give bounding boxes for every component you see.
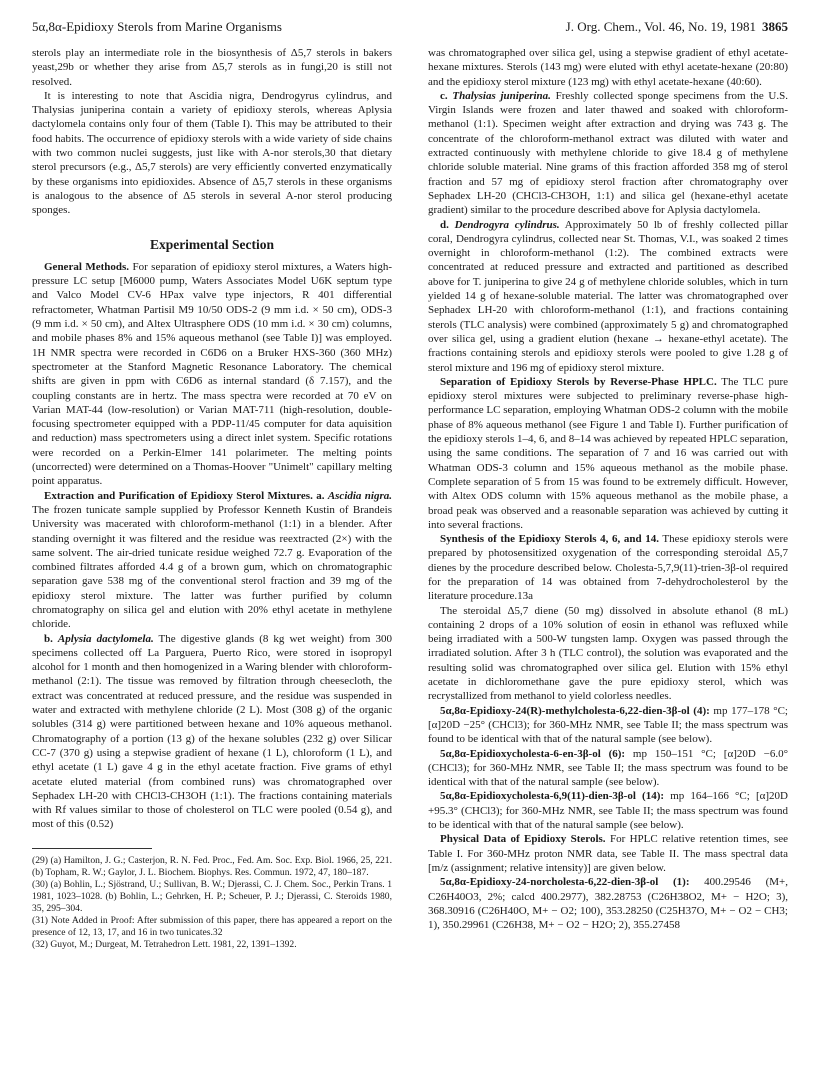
running-header xyxy=(32,18,788,36)
paragraph-text: For HPLC relative retention times, see Table I. For 360-MHz proton NMR data, see Table II. The mass spectral data [m/z (assignment; relative intensity)] are given below. xyxy=(428,833,788,874)
paragraph: sterols play an intermediate role in the biosynthesis of Δ5,7 sterols in bakers yeast,29b or whether they arise from Δ5,7 sterols as in fungi,20 is still not resolved. xyxy=(32,47,392,88)
item-label: c. xyxy=(440,89,453,102)
compound-entry-1 xyxy=(428,875,788,932)
footnote: (31) Note Added in Proof: After submission of this paper, there has appeared a report on the presence of 12, 13, 17, and 16 in two tunicates.32 xyxy=(32,914,392,938)
footnote-rule xyxy=(32,848,152,849)
journal-citation xyxy=(566,18,788,36)
journal-name: J. Org. Chem., Vol. 46, No. 19, 1981 xyxy=(565,19,756,34)
compound-name: 5α,8α-Epidioxy-24(R)-methylcholesta-6,22-dien-3β-ol (4): xyxy=(440,704,710,717)
item-label: b. xyxy=(44,632,58,645)
paragraph-text: The TLC pure epidioxy sterol mixtures were subjected to preliminary reverse-phase high-performance LC separation, employing Whatman ODS-2 column with the mobile phase of 8% aqueous methanol (see Figure 1 and Table I). Further purification of the epidioxy sterols 1–4, 6, and 8–14 was achieved by repeated HPLC separation, using the same conditions. The separation of 7 and 16 was carried out with Whatman ODS-3 column and 15% aqueous methanol as the mobile phase. Complete separation of 5 from 15 was found to be extremely difficult. However, with Altex ODS column with 15% aqueous methanol as the mobile phase, a broad peak was observed and a reasonable separation was achieved by cutting it into several fractions. xyxy=(428,375,788,531)
page-number: 3865 xyxy=(762,19,788,34)
paragraph-text: 400.29546 (M+, C26H40O3, 2%; calcd 400.2977), 382.28753 (C26H38O2, M+ − H2O; 3), 368.30916 (C26H40O, M+ − O2; 100), 353.28250 (C25H37O, M+ − O2 − CH3; 1), 350.29961 (C26H38, M+ − O2 − H2O; 2), 355.27458 xyxy=(428,876,788,932)
compound-entry-4 xyxy=(428,704,788,747)
footnote: (29) (a) Hamilton, J. G.; Casterjon, R. N. Fed. Proc., Fed. Am. Soc. Exp. Biol. 1966, 25, 221. (b) Topham, R. W.; Gaylor, J. L. Biochem. Biophys. Res. Commun. 1972, 47, 180–187. xyxy=(32,854,392,878)
species-name: Ascidia nigra. xyxy=(327,489,392,502)
running-title: 5α,8α-Epidioxy Sterols from Marine Organisms xyxy=(32,19,282,34)
species-name: Aplysia dactylomela. xyxy=(57,632,154,645)
paragraph-extraction-d xyxy=(428,218,788,375)
compound-entry-14 xyxy=(428,789,788,832)
run-in-heading: General Methods. xyxy=(44,260,130,273)
run-in-heading: Physical Data of Epidioxy Sterols. xyxy=(440,833,606,846)
footnote: (30) (a) Bohlin, L.; Sjöstrand, U.; Sullivan, B. W.; Djerassi, C. J. Chem. Soc., Perkin Trans. 1 1981, 1023–1028. (b) Bohlin, L.; Gehrken, H. P.; Scheuer, P. J.; Djerassi, C. Steroids 1980, 35, 295–304. xyxy=(32,878,392,914)
compound-name: 5α,8α-Epidioxy-24-norcholesta-6,22-dien-3β-ol (1): xyxy=(440,876,690,889)
compound-name: 5α,8α-Epidioxycholesta-6,9(11)-dien-3β-ol (14): xyxy=(440,790,665,803)
compound-entry-6 xyxy=(428,747,788,790)
footnotes xyxy=(32,855,392,951)
species-name: Thalysias juniperina. xyxy=(452,89,551,102)
paragraph-text: mp 177–178 °C; [α]20D −25° (CHCl3); for 360-MHz NMR, see Table II; the mass spectrum was found to be identical with that of the natural sample (see below). xyxy=(428,704,788,746)
paragraph-synthesis xyxy=(428,532,788,603)
paragraph-extraction-c xyxy=(428,89,788,218)
paragraph-text: mp 150–151 °C; [α]20D −6.0° (CHCl3); for 360-MHz NMR, see Table II; the mass spectrum was found to be identical with that of the natural sample (see below). xyxy=(428,747,788,789)
paragraph-text: The frozen tunicate sample supplied by Professor Kenneth Kustin of Brandeis University was macerated with chloroform-methanol (1:1) in a blender. After standing overnight it was filtered and the residue was reextracted (2×) with the same solvent. The air-dried tunicate residue weighed 72.7 g. Evaporation of the combined filtrates afforded 4.4 g of a brown gum, which on chromatographic separation gave 538 mg of the conventional sterol fraction and 39 mg of the epidioxy sterol mixture. The latter was further purified by column chromatography on silica gel and elution with 20% ethyl acetate in methylene chloride. xyxy=(32,503,392,631)
run-in-heading: Synthesis of the Epidioxy Sterols 4, 6, and 14. xyxy=(440,533,659,546)
paragraph-text: Approximately 50 lb of freshly collected pillar coral, Dendrogyra cylindrus, collected near St. Thomas, V.I., was soaked 2 times overnight in chloroform-methanol (1:2). The combined extracts were concentrated at reduced pressure and extracted and partitioned as described above for T. juniperina to give 24 g of methylene chloride solubles, which in turn yielded 14 g of hexane-soluble material. The latter was chromatographed over Sephadex LH-20 with chloroform-methanol (1:1), and fractions containing sterols (TLC analysis) were combined (approximately 5 g) and chromatographed over silica gel, using a gradient elution (hexane → hexane-ethyl acetate). The fractions containing sterols and epidioxy sterols were pooled to give 1.28 g of sterol mixture and 196 mg of epidioxy sterol mixture. xyxy=(428,218,789,374)
paragraph: It is interesting to note that Ascidia nigra, Dendrogyrus cylindrus, and Thalysias juniperina contain a variety of epidioxy sterols, whereas Aplysia dactylomela contains only four of them (Table I). This may be attributed to their food habits. The occurrence of epidioxy sterols with a wide variety of side chains with two common nuclei suggests, just like with A-nor sterols,30 that dietary sterol precursors (e.g., Δ5,7 sterols) are very efficiently converted enzymatically by these organisms into epidioxides. Absence of Δ5,7 sterols in these organisms is analogous to the absence of Δ5 sterols in several A-nor sterol producing sponges. xyxy=(32,89,392,217)
run-in-heading: Extraction and Purification of Epidioxy Sterol Mixtures. xyxy=(44,489,313,502)
paragraph-physical-data xyxy=(428,832,788,875)
footnote: (32) Guyot, M.; Durgeat, M. Tetrahedron Lett. 1981, 22, 1391–1392. xyxy=(32,938,297,950)
paragraph: was chromatographed over silica gel, using a stepwise gradient of ethyl acetate-hexane mixtures. Sterols (143 mg) were eluted with ethyl acetate-hexane (20:80) and the epidioxy sterol mixture (123 mg) with ethyl acetate-hexane (40:60). xyxy=(428,47,788,88)
right-column xyxy=(428,46,788,932)
paragraph-general-methods xyxy=(32,260,392,489)
item-label: d. xyxy=(440,218,455,231)
paragraph-text: For separation of epidioxy sterol mixtures, a Waters high-pressure LC setup [M6000 pump, Waters Associates Model U6K septum type and Valco Model CV-6 HPax valve type injectors, R 401 differential refractometer, Whatman Partisil M9 10/50 ODS-2 (9 mm i.d. × 50 cm), ODS-3 (9 mm i.d. × 50 cm), and Altex Ultrasphere ODS (10 mm i.d. × 30 cm) columns, and mobile phases 8% and 15% aqueous methanol (see Table I)] was employed. 1H NMR spectra were recorded in C6D6 on a Bruker HXS-360 (360 MHz) spectrometer at the Stanford Magnetic Resonance Laboratory. The chemical shifts are given in ppm with C6D6 as internal standard (δ 7.157), and the coupling constants are in hertz. The mass spectra were recorded at 70 eV on Varian MAT-44 (low-resolution) or Varian MAT-711 (high-resolution, double-focusing spectrometer equipped with a PDP-11/45 computer for data aquisition and reduction) mass spectrometers using a direct inlet system. Specific rotations were recorded on a Perkin-Elmer 141 polarimeter. The melting points (uncorrected) were determined on a Thomas-Hoover "Unimelt" capillary melting point apparatus. xyxy=(32,260,392,488)
paragraph-extraction-b xyxy=(32,632,392,832)
left-column xyxy=(32,46,392,951)
species-name: Dendrogyra cylindrus. xyxy=(454,218,560,231)
paragraph-extraction-a xyxy=(32,489,392,632)
section-title: Experimental Section xyxy=(149,236,275,252)
run-in-heading: Separation of Epidioxy Sterols by Reverse-Phase HPLC. xyxy=(440,375,717,388)
paragraph-separation xyxy=(428,375,788,532)
compound-name: 5α,8α-Epidioxycholesta-6-en-3β-ol (6): xyxy=(440,747,626,760)
paragraph-text: mp 164–166 °C; [α]20D +95.3° (CHCl3); for 360-MHz NMR, see Table II; the mass spectrum was found to be identical with that of the natural sample (see below). xyxy=(428,790,788,832)
paragraph-text: These epidioxy sterols were prepared by photosensitized oxygenation of the corresponding steroidal Δ5,7 dienes by the procedure described below. Cholesta-5,7,9(11)-trien-3β-ol required for the preparation of 14 was obtained from 7-dehydrocholesterol by the literature procedure.13a xyxy=(428,533,789,603)
paragraph-text: The digestive glands (8 kg wet weight) from 300 specimens collected off La Parguera, Puerto Rico, were stored in isopropyl alcohol for 1 month and then homogenized in a Waring blender with chloroform-methanol (2:1). The tissue was removed by filtration through cheesecloth, the extract was concentrated at reduced pressure, and the residue was suspended in water and extracted with methylene chloride (2 L). Most (308 g) of the organic solubles (314 g) were partitioned between hexane and 10% aqueous methanol. Chromatography of a portion (13 g) of the hexane solubles (232 g) over Silicar CC-7 (370 g) using a stepwise gradient of hexane (1 L), chloroform (1 L), and ethyl acetate (1 L) gave 4 g in the ethyl acetate fraction. Five grams of ethyl acetate eluted material (from combined runs) was chromatographed over Sephadex LH-20 with CHCl3-CH3OH (1:1). The fractions containing materials with Rf values similar to those of cholesterol on TLC were pooled (0.54 g), and most of this (0.52) xyxy=(32,632,392,831)
paragraph: The steroidal Δ5,7 diene (50 mg) dissolved in absolute ethanol (8 mL) containing 2 drops of a 10% solution of eosin in ethanol was refluxed while being irradiated with a 500-W tungsten lamp. Oxygen was passed through the irradiated solution. After 3 h (TLC control), the solution was evaporated and the resulting solid was chromatographed over silica gel. Elution with 15% ethyl acetate in dichloromethane gave the pure epidioxy sterol, which was recrystallized from methanol to yield colorless needles. xyxy=(428,604,788,703)
item-label: a. xyxy=(312,489,328,502)
paragraph-text: Freshly collected sponge specimens from the U.S. Virgin Islands were frozen and later thawed and soaked with chloroform-methanol (1:1). Specimen weight after extraction and drying was 743 g. The concentrate of the chloroform-methanol extract was diluted with water and extracted continuously with methylene chloride to give 18.4 g of methylene chloride soluble material. Nine grams of this fraction afforded 358 mg of sterol fraction and 57 mg of epidioxy sterol fraction after chromatography over Sephadex LH-20 (CHCl3-CH3OH, 1:1) and silica gel (hexane-ethyl acetate gradient) similar to the procedure described above for Aplysia dactylomela. xyxy=(428,89,788,217)
